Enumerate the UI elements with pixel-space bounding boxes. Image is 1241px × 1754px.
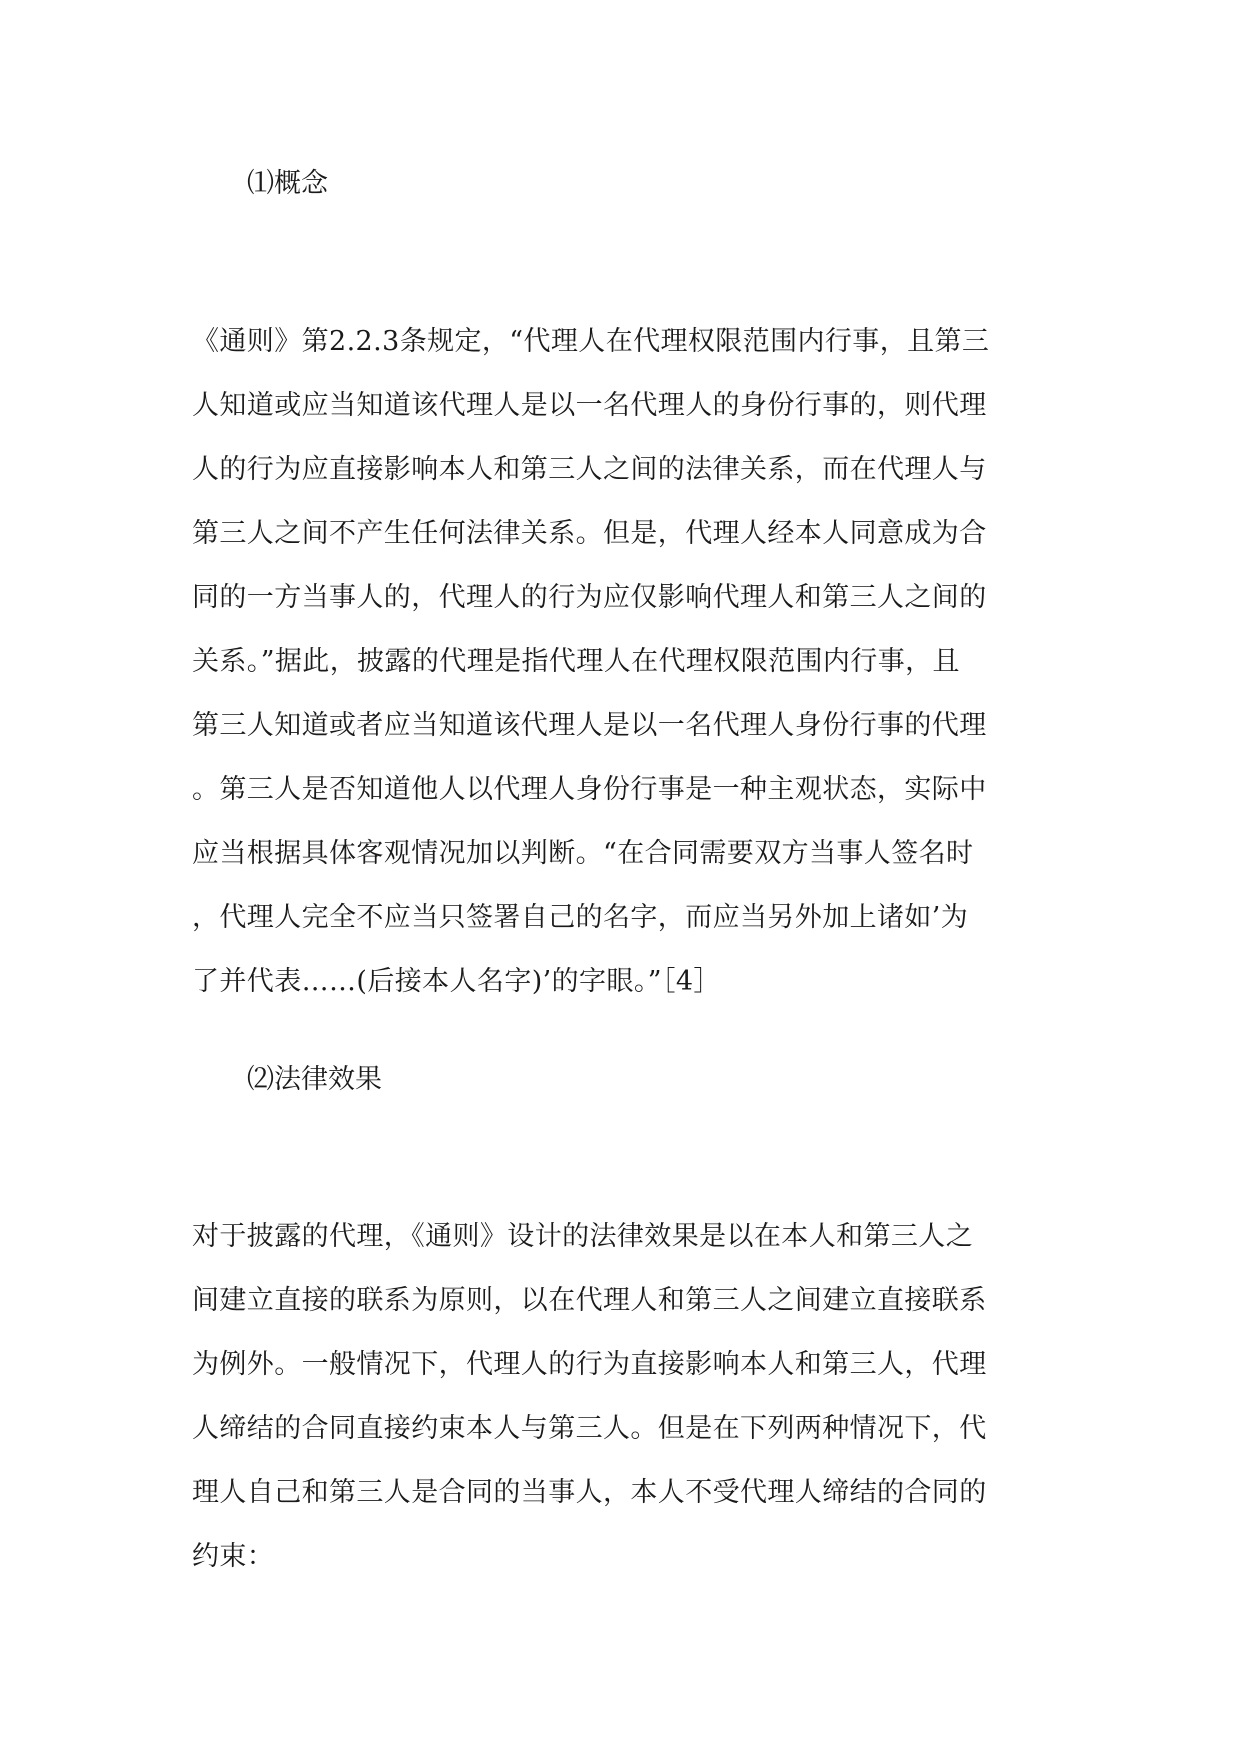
paragraph-line: 人知道或应当知道该代理人是以一名代理人的身份行事的，则代理 [192,390,987,421]
paragraph-line: 应当根据具体客观情况加以判断。“在合同需要双方当事人签名时 [192,838,974,869]
paragraph-line: 人的行为应直接影响本人和第三人之间的法律关系，而在代理人与 [192,454,987,485]
paragraph-line: 人缔结的合同直接约束本人与第三人。但是在下列两种情况下，代 [192,1413,987,1444]
paragraph-line: ，代理人完全不应当只签署自己的名字，而应当另外加上诸如’为 [192,902,969,933]
paragraph-line: 《通则》第2.2.3条规定，“代理人在代理权限范围内行事，且第三 [192,326,990,357]
heading-legal-effect: ⑵法律效果 [247,1064,382,1095]
paragraph-line: 为例外。一般情况下，代理人的行为直接影响本人和第三人，代理 [192,1349,987,1380]
paragraph-legal-effect [192,1205,1062,1589]
paragraph-line: 间建立直接的联系为原则，以在代理人和第三人之间建立直接联系 [192,1285,987,1316]
heading-concept: ⑴概念 [247,168,328,199]
paragraph-line: 第三人之间不产生任何法律关系。但是，代理人经本人同意成为合 [192,518,987,549]
paragraph-disclosed-agency-concept [192,310,1062,1014]
paragraph-line: 同的一方当事人的，代理人的行为应仅影响代理人和第三人之间的 [192,582,987,613]
paragraph-line: 了并代表……(后接本人名字)’的字眼。”［4］ [192,966,721,997]
paragraph-line: 。第三人是否知道他人以代理人身份行事是一种主观状态，实际中 [192,774,987,805]
paragraph-line: 关系。”据此，披露的代理是指代理人在代理权限范围内行事，且 [192,646,960,677]
paragraph-line: 对于披露的代理，《通则》设计的法律效果是以在本人和第三人之 [192,1221,974,1252]
paragraph-line: 第三人知道或者应当知道该代理人是以一名代理人身份行事的代理 [192,710,987,741]
paragraph-line: 约束： [192,1541,275,1572]
paragraph-line: 理人自己和第三人是合同的当事人，本人不受代理人缔结的合同的 [192,1477,987,1508]
